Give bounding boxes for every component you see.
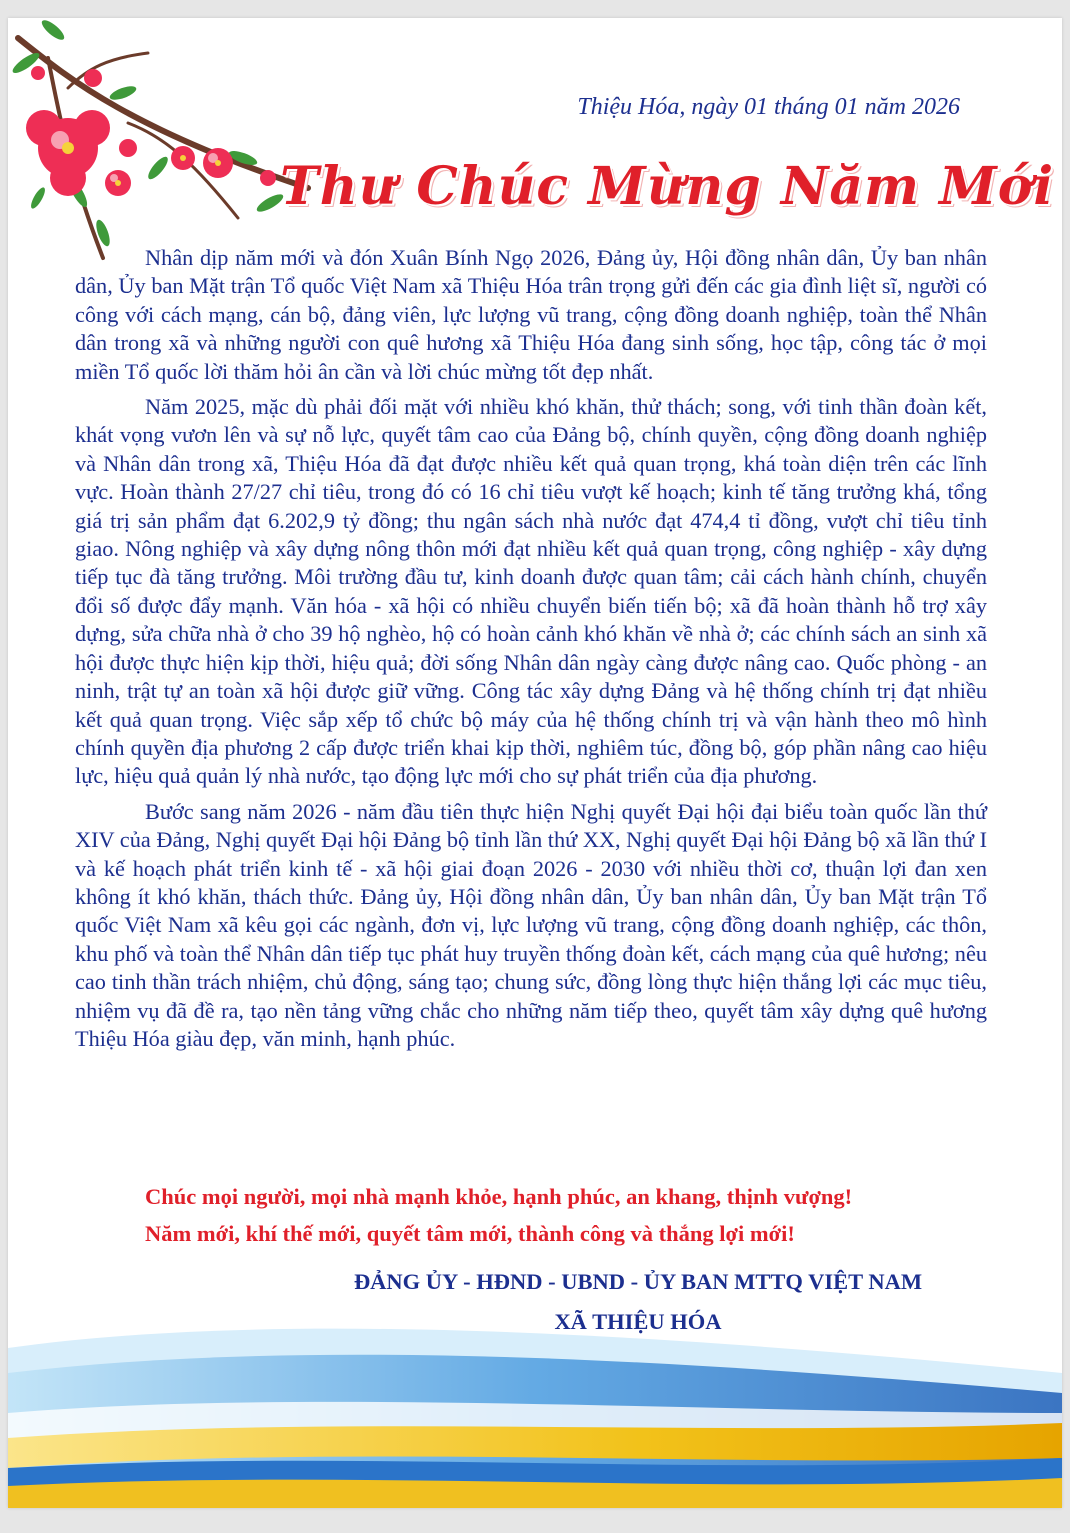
letter-body [75,244,987,1060]
date-line: Thiệu Hóa, ngày 01 tháng 01 năm 2026 [577,94,960,120]
paragraph-1: Nhân dịp năm mới và đón Xuân Bính Ngọ 2026, Đảng ủy, Hội đồng nhân dân, Ủy ban nhân dân, Ủy ban Mặt trận Tổ quốc Việt Nam xã Thiệu Hóa trân trọng gửi đến các gia đình liệt sĩ, người có công với cách mạng, cán bộ, đảng viên, lực lượng vũ trang, cộng đồng doanh nghiệp, toàn thể Nhân dân trong xã và những người con quê hương xã Thiệu Hóa đang sinh sống, học tập, công tác ở mọi miền Tổ quốc lời thăm hỏi ân cần và lời chúc mừng tốt đẹp nhất. [75,245,987,384]
paragraph-3: Bước sang năm 2026 - năm đầu tiên thực hiện Nghị quyết Đại hội đại biểu toàn quốc lần thứ XIV của Đảng, Nghị quyết Đại hội Đảng bộ tỉnh lần thứ XX, Nghị quyết Đại hội Đảng bộ xã lần thứ I và kế hoạch phát triển kinh tế - xã hội giai đoạn 2026 - 2030 với nhiều thời cơ, thuận lợi đan xen không ít khó khăn, thách thức. Đảng ủy, Hội đồng nhân dân, Ủy ban nhân dân, Ủy ban Mặt trận Tổ quốc Việt Nam xã kêu gọi các ngành, đơn vị, lực lượng vũ trang, cộng đồng doanh nghiệp, các thôn, khu phố và toàn thể Nhân dân tiếp tục phát huy truyền thống đoàn kết, cách mạng của quê hương; nêu cao tinh thần trách nhiệm, chủ động, sáng tạo; chung sức, đồng lòng thực hiện thắng lợi các mục tiêu, nhiệm vụ đã đề ra, tạo nền tảng vững chắc cho những năm tiếp theo, quyết tâm xây dựng quê hương Thiệu Hóa giàu đẹp, văn minh, hạnh phúc. [75,798,987,1051]
wishes-block [145,1178,852,1252]
paragraph-2: Năm 2025, mặc dù phải đối mặt với nhiều khó khăn, thử thách; song, với tinh thần đoàn kết, khát vọng vươn lên và sự nỗ lực, quyết tâm cao của Đảng bộ, chính quyền, cộng đồng doanh nghiệp và Nhân dân trong xã, Thiệu Hóa đã đạt được nhiều kết quả quan trọng, khá toàn diện trên các lĩnh vực. Hoàn thành 27/27 chỉ tiêu, trong đó có 16 chỉ tiêu vượt kế hoạch; kinh tế tăng trưởng khá, tổng giá trị sản phẩm đạt 6.202,9 tỷ đồng; thu ngân sách nhà nước đạt 474,4 tỉ đồng, vượt chỉ tiêu tỉnh giao. Nông nghiệp và xây dựng nông thôn mới đạt nhiều kết quả quan trọng, công nghiệp - xây dựng tiếp tục đà tăng trưởng. Môi trường đầu tư, kinh doanh được quan tâm; cải cách hành chính, chuyển đổi số được đẩy mạnh. Văn hóa - xã hội có nhiều chuyển biến tiến bộ; xã đã hoàn thành hỗ trợ xây dựng, sửa chữa nhà ở cho 39 hộ nghèo, hộ có hoàn cảnh khó khăn về nhà ở; các chính sách an sinh xã hội được thực hiện kịp thời, hiệu quả; đời sống Nhân dân ngày càng được nâng cao. Quốc phòng - an ninh, trật tự an toàn xã hội được giữ vững. Công tác xây dựng Đảng và hệ thống chính trị đạt nhiều kết quả quan trọng. Việc sắp xếp tổ chức bộ máy của hệ thống chính trị và vận hành theo mô hình chính quyền địa phương 2 cấp được triển khai kịp thời, nghiêm túc, đồng bộ, góp phần nâng cao hiệu lực, hiệu quả quản lý nhà nước, tạo động lực mới cho sự phát triển của địa phương. [75,394,987,789]
signature-line-1: ĐẢNG ỦY - HĐND - UBND - ỦY BAN MTTQ VIỆT NAM [353,1269,923,1294]
signature-line-2: XÃ THIỆU HÓA [554,1309,722,1334]
letter-title: Thư Chúc Mừng Năm Mới [280,156,1055,217]
peach-blossom-branch-icon [8,18,318,268]
blue-yellow-wave-icon [8,1318,1062,1508]
wish-line-1: Chúc mọi người, mọi nhà mạnh khỏe, hạnh phúc, an khang, thịnh vượng! [145,1184,853,1209]
wish-line-2: Năm mới, khí thế mới, quyết tâm mới, thành công và thắng lợi mới! [145,1221,795,1246]
letter-page [8,18,1062,1508]
